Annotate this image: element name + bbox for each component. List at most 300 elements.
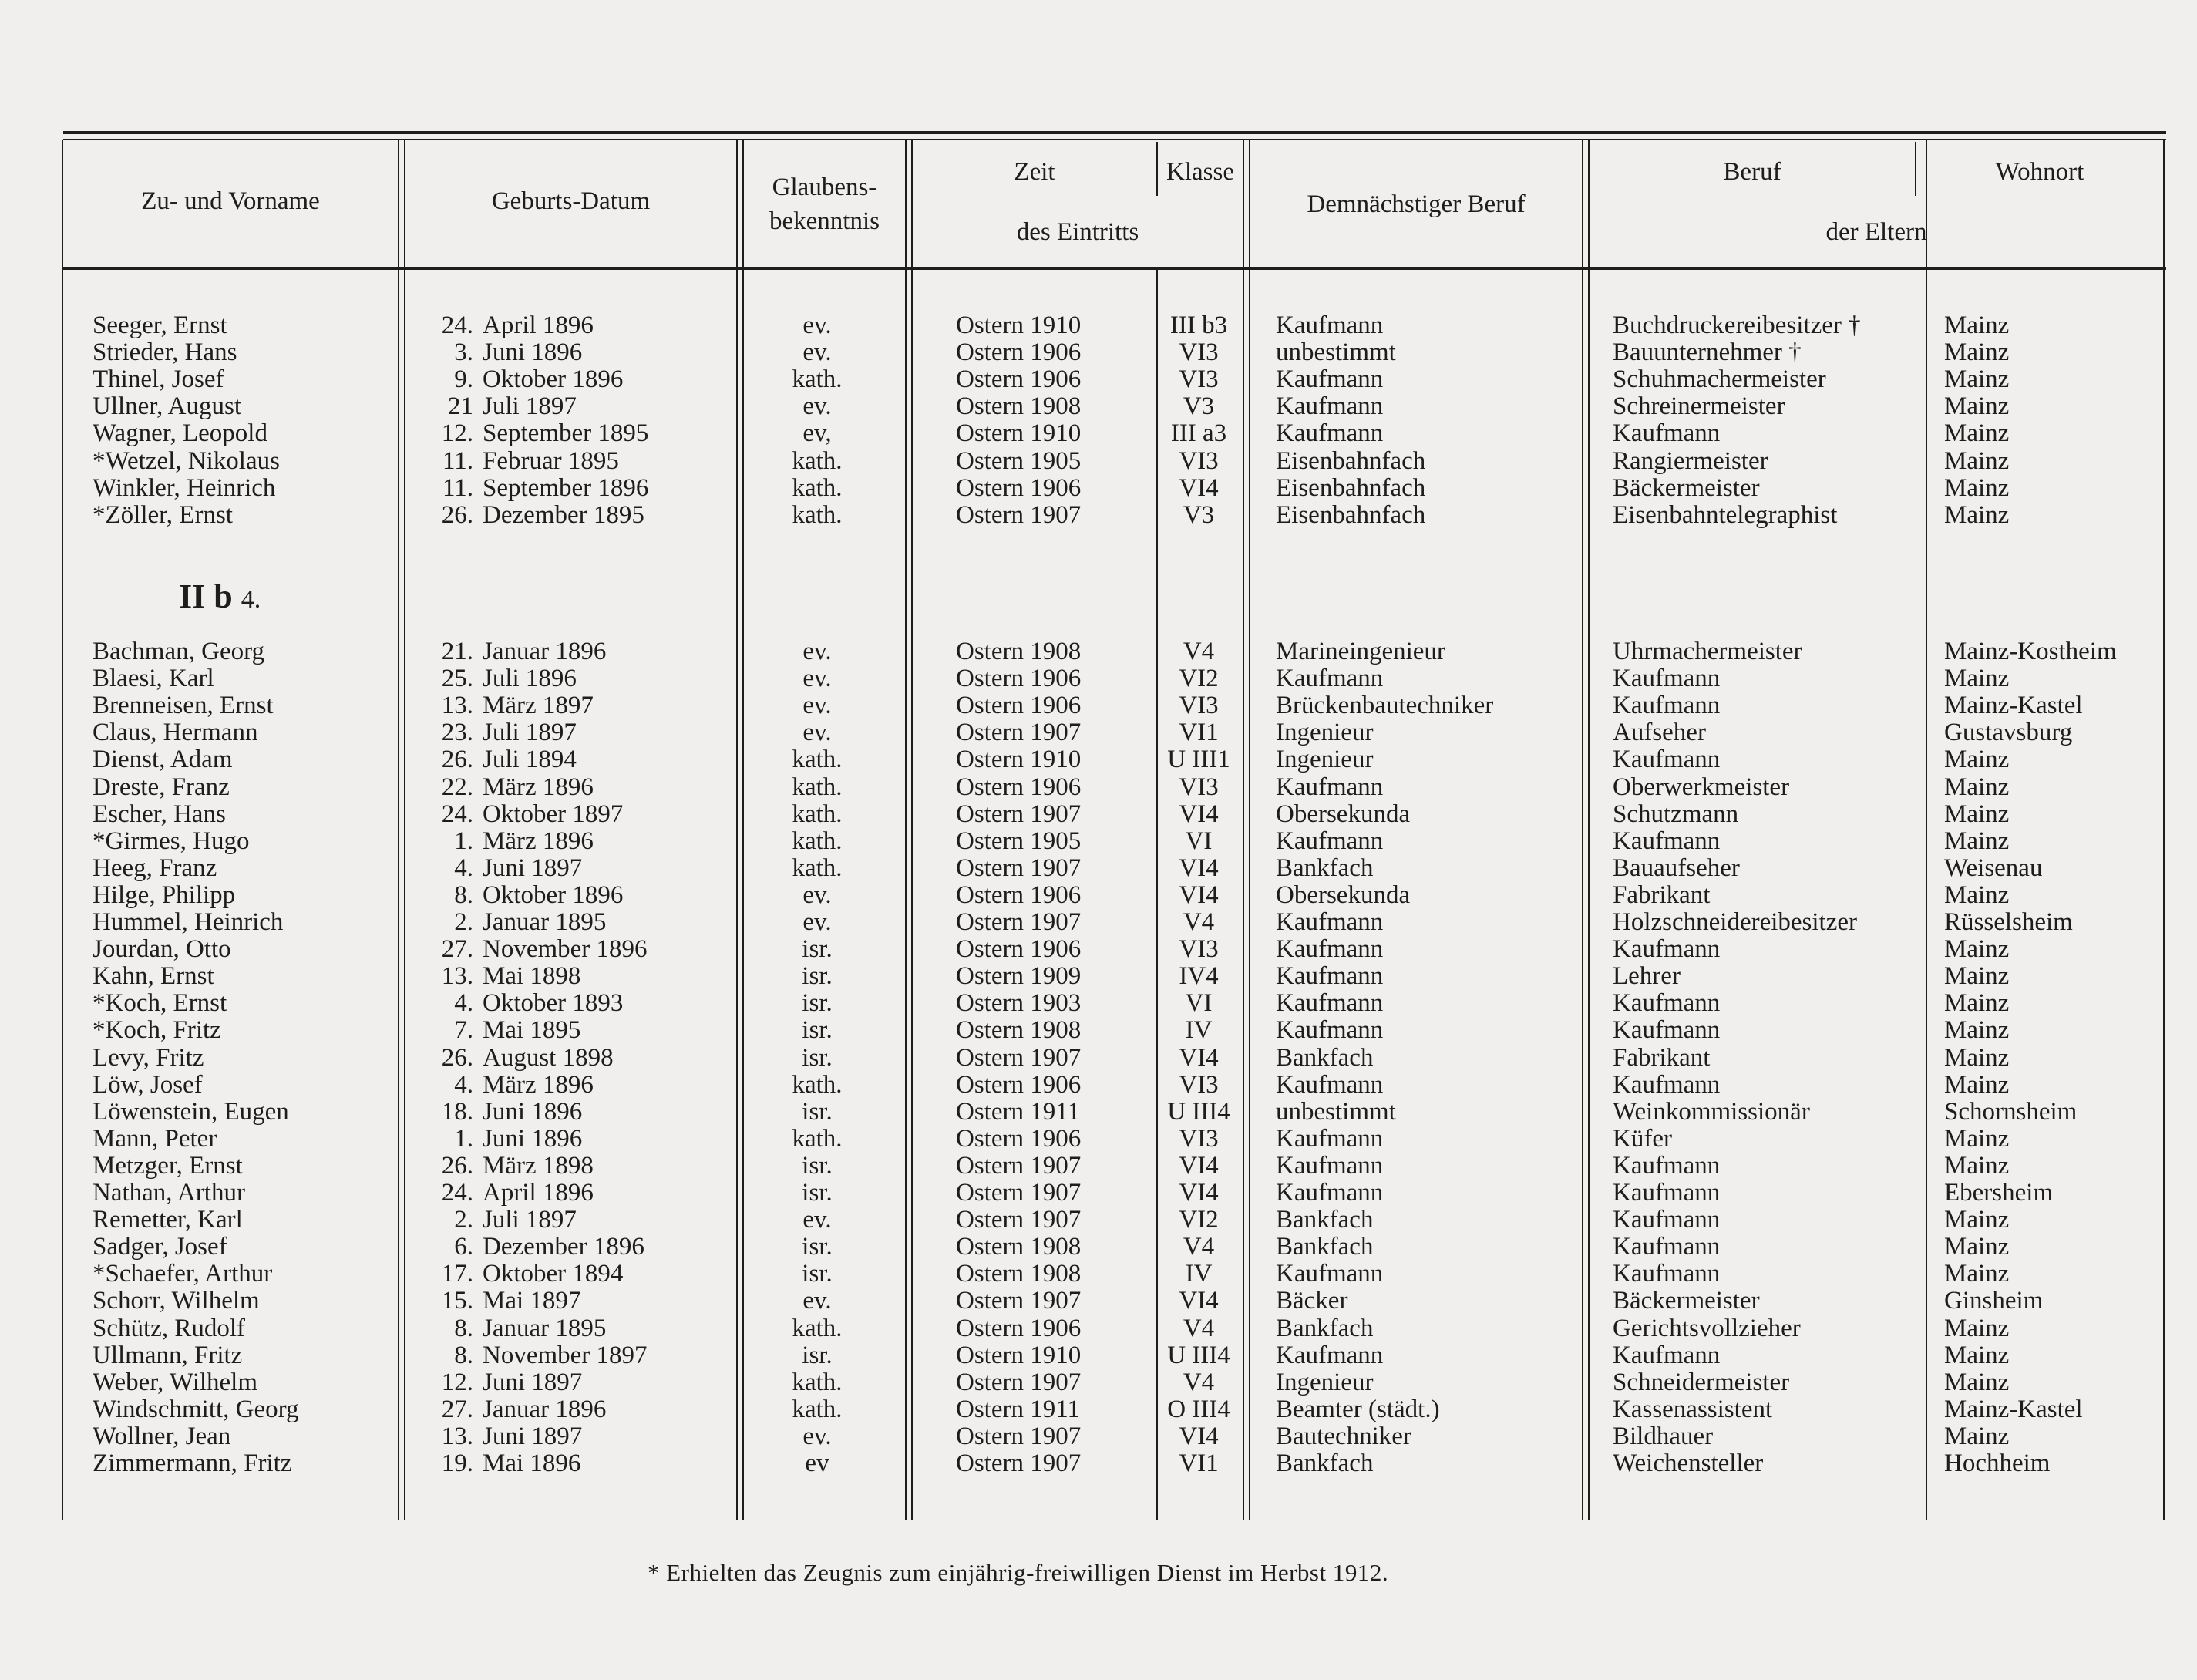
cell-parents-profession: Kaufmann [1613, 665, 1721, 693]
cell-entry-class: U III1 [1167, 746, 1230, 774]
header-eintritt: des Eintritts [1016, 218, 1139, 246]
cell-birth-date [416, 746, 678, 773]
cell-name: Levy, Fritz [93, 1043, 204, 1072]
cell-birth-month-year: Dezember 1896 [483, 1233, 644, 1261]
table-row [0, 855, 2197, 882]
table-row [0, 312, 2197, 339]
cell-parents-profession: Fabrikant [1613, 880, 1711, 909]
cell-religion: ev. [802, 1287, 832, 1315]
cell-religion: ev. [802, 638, 832, 665]
cell-parents-profession: Bäckermeister [1613, 473, 1760, 502]
cell-birth-month-year: Juli 1897 [483, 719, 577, 747]
cell-parents-residence: Mainz [1944, 989, 2010, 1018]
cell-entry-class: III a3 [1170, 419, 1227, 448]
cell-parents-profession: Schuhmachermeister [1613, 365, 1826, 394]
table-top-rule [63, 131, 2166, 134]
cell-birth-date [416, 339, 678, 366]
cell-religion: kath. [792, 473, 843, 502]
cell-parents-residence: Mainz [1944, 1206, 2010, 1234]
cell-birth-day: 11. [442, 473, 473, 502]
cell-entry-time: Ostern 1906 [956, 1124, 1082, 1153]
cell-name: Thinel, Josef [93, 365, 224, 394]
cell-entry-time: Ostern 1906 [956, 1070, 1082, 1099]
cell-entry-class: VI3 [1179, 1070, 1219, 1099]
cell-name: Winkler, Heinrich [93, 473, 276, 502]
cell-birth-month-year: April 1896 [483, 311, 594, 339]
cell-future-profession: Bankfach [1276, 1043, 1374, 1072]
cell-birth-date [416, 1342, 678, 1369]
cell-birth-day: 7. [454, 1016, 473, 1045]
cell-name: Remetter, Karl [93, 1206, 243, 1234]
cell-entry-time: Ostern 1910 [956, 311, 1082, 339]
cell-parents-profession: Rangiermeister [1613, 446, 1768, 475]
cell-entry-time: Ostern 1908 [956, 638, 1082, 665]
cell-name: Dienst, Adam [93, 746, 233, 774]
cell-birth-day: 26. [441, 1151, 473, 1180]
cell-name: Mann, Peter [93, 1124, 217, 1153]
cell-future-profession: Eisenbahnfach [1276, 500, 1426, 529]
cell-entry-time: Ostern 1907 [956, 1368, 1082, 1396]
cell-parents-residence: Mainz [1944, 446, 2010, 475]
cell-birth-date [416, 692, 678, 719]
cell-birth-date [416, 774, 678, 801]
cell-birth-day: 17. [441, 1260, 473, 1288]
cell-parents-residence: Ebersheim [1944, 1179, 2054, 1207]
cell-entry-time: Ostern 1907 [956, 1043, 1082, 1072]
cell-future-profession: Eisenbahnfach [1276, 473, 1426, 502]
cell-name: Bachman, Georg [93, 638, 264, 665]
cell-birth-day: 27. [441, 935, 473, 964]
cell-entry-class: V3 [1183, 392, 1215, 421]
table-row [0, 746, 2197, 773]
table-row [0, 1234, 2197, 1261]
cell-birth-day: 15. [441, 1287, 473, 1315]
cell-name: *Koch, Ernst [93, 989, 227, 1018]
cell-entry-time: Ostern 1910 [956, 746, 1082, 774]
cell-name: Hilge, Philipp [93, 880, 236, 909]
cell-religion: isr. [802, 1341, 833, 1369]
cell-birth-date [416, 882, 678, 909]
cell-entry-time: Ostern 1907 [956, 1449, 1082, 1477]
cell-future-profession: Kaufmann [1276, 1151, 1384, 1180]
cell-name: Seeger, Ernst [93, 311, 227, 339]
cell-parents-residence: Mainz [1944, 419, 2010, 448]
cell-parents-profession: Holzschneidereibesitzer [1613, 908, 1858, 936]
cell-parents-profession: Gerichtsvollzieher [1613, 1314, 1801, 1342]
cell-future-profession: Bankfach [1276, 1206, 1374, 1234]
header-parents-wohnort: Wohnort [1995, 158, 2084, 186]
cell-religion: kath. [792, 800, 843, 828]
header-zeit: Zeit [1014, 158, 1055, 186]
cell-name: Jourdan, Otto [93, 935, 231, 964]
cell-parents-profession: Kaufmann [1613, 1206, 1721, 1234]
cell-parents-residence: Mainz [1944, 665, 2010, 693]
cell-parents-residence: Mainz [1944, 1151, 2010, 1180]
cell-entry-class: VI2 [1179, 665, 1219, 693]
cell-parents-residence: Mainz [1944, 1233, 2010, 1261]
cell-entry-time: Ostern 1906 [956, 365, 1082, 394]
cell-birth-day: 4. [454, 1070, 473, 1099]
cell-future-profession: Kaufmann [1276, 1070, 1384, 1099]
cell-name: Blaesi, Karl [93, 665, 214, 693]
cell-entry-class: V4 [1183, 1368, 1215, 1396]
cell-parents-residence: Mainz [1944, 1016, 2010, 1045]
table-row [0, 448, 2197, 475]
cell-parents-profession: Kaufmann [1613, 1016, 1721, 1045]
cell-future-profession: Kaufmann [1276, 419, 1384, 448]
table-row [0, 719, 2197, 746]
cell-birth-month-year: Oktober 1893 [483, 989, 624, 1018]
cell-birth-date [416, 1261, 678, 1288]
cell-birth-date [416, 638, 678, 665]
table-row [0, 1342, 2197, 1369]
cell-parents-profession: Eisenbahntelegraphist [1613, 500, 1838, 529]
cell-birth-day: 19. [441, 1449, 473, 1477]
cell-entry-class: IV [1185, 1260, 1213, 1288]
cell-future-profession: Ingenieur [1276, 746, 1374, 774]
cell-parents-residence: Mainz [1944, 1070, 2010, 1099]
cell-future-profession: Kaufmann [1276, 665, 1384, 693]
cell-parents-profession: Weichensteller [1613, 1449, 1764, 1477]
table-row [0, 909, 2197, 936]
table-row [0, 828, 2197, 855]
table-row [0, 963, 2197, 990]
cell-parents-profession: Lehrer [1613, 962, 1681, 991]
cell-entry-class: VI4 [1179, 1043, 1219, 1072]
table-row [0, 1396, 2197, 1423]
cell-name: Wagner, Leopold [93, 419, 267, 448]
cell-religion: isr. [802, 1260, 833, 1288]
cell-parents-residence: Mainz [1944, 1260, 2010, 1288]
cell-religion: kath. [792, 773, 843, 801]
cell-entry-class: U III4 [1167, 1341, 1230, 1369]
footnote: * Erhielten das Zeugnis zum einjährig-freiwilligen Dienst im Herbst 1912. [648, 1559, 1389, 1586]
cell-religion: ev. [802, 1422, 832, 1450]
table-row [0, 420, 2197, 447]
table-row [0, 774, 2197, 801]
cell-parents-residence: Mainz [1944, 1043, 2010, 1072]
cell-future-profession: Kaufmann [1276, 773, 1384, 801]
table-row [0, 1207, 2197, 1234]
cell-future-profession: unbestimmt [1276, 1097, 1396, 1126]
cell-birth-month-year: Januar 1896 [483, 638, 607, 665]
cell-future-profession: Ingenieur [1276, 1368, 1374, 1396]
cell-parents-profession: Bäckermeister [1613, 1287, 1760, 1315]
cell-birth-date [416, 828, 678, 855]
cell-parents-residence: Weisenau [1944, 853, 2043, 882]
cell-birth-day: 27. [441, 1395, 473, 1423]
cell-entry-time: Ostern 1908 [956, 1260, 1082, 1288]
cell-birth-day: 8. [454, 1341, 473, 1369]
cell-birth-date [416, 855, 678, 882]
cell-birth-month-year: Oktober 1897 [483, 800, 624, 828]
cell-religion: isr. [802, 1151, 833, 1180]
cell-future-profession: Brückenbautechniker [1276, 692, 1494, 720]
cell-birth-day: 4. [454, 853, 473, 882]
cell-name: Schorr, Wilhelm [93, 1287, 260, 1315]
cell-name: Heeg, Franz [93, 853, 217, 882]
cell-parents-profession: Kaufmann [1613, 692, 1721, 720]
cell-parents-profession: Kassenassistent [1613, 1395, 1773, 1423]
cell-birth-day: 6. [454, 1233, 473, 1261]
cell-entry-class: VI4 [1179, 1287, 1219, 1315]
cell-birth-date [416, 1234, 678, 1261]
header-name: Zu- und Vorname [141, 187, 320, 215]
cell-entry-class: VI1 [1179, 1449, 1219, 1477]
cell-parents-residence: Hochheim [1944, 1449, 2051, 1477]
cell-entry-class: V4 [1183, 638, 1215, 665]
cell-birth-date [416, 1369, 678, 1396]
cell-entry-class: VI3 [1179, 338, 1219, 367]
table-row [0, 882, 2197, 909]
header-religion-2: bekenntnis [769, 207, 880, 235]
cell-future-profession: Kaufmann [1276, 1179, 1384, 1207]
cell-name: Claus, Hermann [93, 719, 258, 747]
cell-religion: isr. [802, 1233, 833, 1261]
cell-parents-profession: Schutzmann [1613, 800, 1739, 828]
cell-birth-date [416, 1017, 678, 1044]
cell-birth-month-year: Dezember 1895 [483, 500, 644, 529]
cell-entry-time: Ostern 1903 [956, 989, 1082, 1018]
table-row [0, 1315, 2197, 1342]
cell-birth-month-year: April 1896 [483, 1179, 594, 1207]
header-klasse: Klasse [1166, 158, 1234, 186]
cell-birth-day: 24. [441, 311, 473, 339]
cell-entry-time: Ostern 1906 [956, 1314, 1082, 1342]
cell-religion: kath. [792, 1124, 843, 1153]
cell-birth-date [416, 1450, 678, 1477]
cell-entry-time: Ostern 1906 [956, 773, 1082, 801]
cell-entry-class: VI4 [1179, 880, 1219, 909]
cell-birth-day: 1. [454, 1124, 473, 1153]
cell-entry-class: U III4 [1167, 1097, 1230, 1126]
cell-name: Wollner, Jean [93, 1422, 231, 1450]
cell-birth-date [416, 936, 678, 963]
cell-entry-time: Ostern 1907 [956, 1151, 1082, 1180]
table-row [0, 502, 2197, 529]
cell-birth-day: 26. [441, 500, 473, 529]
cell-religion: ev. [802, 1206, 832, 1234]
cell-birth-date [416, 366, 678, 393]
cell-religion: isr. [802, 935, 833, 964]
cell-name: *Wetzel, Nikolaus [93, 446, 280, 475]
cell-birth-month-year: März 1897 [483, 692, 594, 720]
cell-future-profession: Kaufmann [1276, 392, 1384, 421]
header-parents: der Eltern [1825, 218, 1927, 246]
cell-birth-date [416, 801, 678, 828]
cell-entry-time: Ostern 1911 [956, 1395, 1081, 1423]
cell-parents-residence: Mainz [1944, 1368, 2010, 1396]
cell-birth-day: 4. [454, 989, 473, 1018]
cell-religion: kath. [792, 1395, 843, 1423]
cell-entry-time: Ostern 1908 [956, 392, 1082, 421]
cell-entry-class: VI4 [1179, 853, 1219, 882]
cell-entry-class: IV4 [1179, 962, 1219, 991]
cell-future-profession: Kaufmann [1276, 935, 1384, 964]
table-row [0, 1072, 2197, 1099]
cell-entry-time: Ostern 1907 [956, 1422, 1082, 1450]
cell-entry-class: VI4 [1179, 1179, 1219, 1207]
cell-parents-residence: Schornsheim [1944, 1097, 2078, 1126]
table-row [0, 393, 2197, 420]
cell-entry-class: V4 [1183, 1233, 1215, 1261]
cell-parents-residence: Mainz [1944, 880, 2010, 909]
cell-religion: ev [805, 1449, 829, 1477]
cell-religion: kath. [792, 746, 843, 774]
cell-entry-time: Ostern 1908 [956, 1016, 1082, 1045]
cell-birth-day: 21. [441, 638, 473, 665]
cell-entry-class: VI3 [1179, 446, 1219, 475]
cell-birth-day: 9. [454, 365, 473, 394]
cell-entry-time: Ostern 1906 [956, 880, 1082, 909]
cell-birth-month-year: Mai 1896 [483, 1449, 581, 1477]
cell-religion: ev. [802, 311, 832, 339]
cell-entry-time: Ostern 1905 [956, 827, 1082, 855]
table-row [0, 1423, 2197, 1450]
group-heading-number: 4. [241, 585, 261, 614]
cell-birth-month-year: August 1898 [483, 1043, 614, 1072]
cell-birth-day: 13. [441, 692, 473, 720]
cell-name: Escher, Hans [93, 800, 226, 828]
cell-parents-profession: Kaufmann [1613, 1151, 1721, 1180]
cell-future-profession: Kaufmann [1276, 1016, 1384, 1045]
cell-birth-day: 12. [441, 419, 473, 448]
cell-birth-month-year: Juni 1897 [483, 1368, 583, 1396]
cell-parents-profession: Fabrikant [1613, 1043, 1711, 1072]
cell-name: Sadger, Josef [93, 1233, 227, 1261]
cell-birth-day: 25. [441, 665, 473, 693]
cell-entry-class: VI3 [1179, 692, 1219, 720]
cell-future-profession: Kaufmann [1276, 908, 1384, 936]
cell-birth-day: 13. [441, 1422, 473, 1450]
cell-parents-profession: Küfer [1613, 1124, 1672, 1153]
cell-parents-residence: Mainz-Kastel [1944, 1395, 2083, 1423]
cell-parents-residence: Mainz [1944, 827, 2010, 855]
cell-entry-class: VI4 [1179, 473, 1219, 502]
cell-birth-month-year: Juli 1896 [483, 665, 577, 693]
cell-birth-date [416, 719, 678, 746]
header-religion-1: Glaubens- [772, 173, 877, 201]
cell-religion: isr. [802, 1043, 833, 1072]
cell-entry-class: V4 [1183, 908, 1215, 936]
cell-future-profession: Kaufmann [1276, 365, 1384, 394]
cell-religion: kath. [792, 1314, 843, 1342]
cell-parents-profession: Kaufmann [1613, 1179, 1721, 1207]
cell-parents-profession: Kaufmann [1613, 419, 1721, 448]
cell-name: Hummel, Heinrich [93, 908, 284, 936]
cell-religion: ev. [802, 692, 832, 720]
cell-entry-class: VI3 [1179, 935, 1219, 964]
cell-birth-date [416, 1288, 678, 1315]
cell-future-profession: Kaufmann [1276, 1124, 1384, 1153]
cell-religion: kath. [792, 500, 843, 529]
cell-religion: isr. [802, 1097, 833, 1126]
cell-birth-date [416, 1180, 678, 1207]
cell-birth-date [416, 990, 678, 1017]
table-row [0, 339, 2197, 366]
cell-parents-profession: Buchdruckereibesitzer † [1613, 311, 1861, 339]
cell-parents-residence: Rüsselsheim [1944, 908, 2073, 936]
header-bottom-rule [63, 267, 2166, 270]
cell-future-profession: Bankfach [1276, 1233, 1374, 1261]
cell-birth-month-year: Juni 1897 [483, 1422, 583, 1450]
cell-parents-profession: Uhrmachermeister [1613, 638, 1802, 665]
cell-birth-day: 8. [454, 1314, 473, 1342]
cell-birth-month-year: Juni 1896 [483, 1097, 583, 1126]
cell-future-profession: Eisenbahnfach [1276, 446, 1426, 475]
cell-entry-time: Ostern 1907 [956, 908, 1082, 936]
group-heading-label: II b [179, 577, 233, 615]
cell-entry-time: Ostern 1907 [956, 853, 1082, 882]
cell-birth-date [416, 1072, 678, 1099]
cell-birth-month-year: Januar 1895 [483, 1314, 607, 1342]
cell-birth-day: 11. [442, 446, 473, 475]
cell-parents-profession: Bauaufseher [1613, 853, 1740, 882]
cell-birth-date [416, 475, 678, 502]
cell-future-profession: Obersekunda [1276, 800, 1411, 828]
cell-birth-date [416, 1153, 678, 1180]
cell-parents-residence: Mainz [1944, 962, 2010, 991]
cell-religion: kath. [792, 1368, 843, 1396]
cell-birth-day: 3. [454, 338, 473, 367]
cell-name: Löw, Josef [93, 1070, 203, 1099]
cell-parents-profession: Bildhauer [1613, 1422, 1714, 1450]
cell-future-profession: Beamter (städt.) [1276, 1395, 1440, 1423]
cell-religion: isr. [802, 1179, 833, 1207]
cell-entry-class: VI4 [1179, 1422, 1219, 1450]
table-row [0, 1288, 2197, 1315]
cell-birth-day: 26. [441, 1043, 473, 1072]
cell-birth-date [416, 665, 678, 692]
cell-entry-time: Ostern 1907 [956, 1206, 1082, 1234]
cell-parents-profession: Kaufmann [1613, 1341, 1721, 1369]
cell-birth-month-year: Januar 1895 [483, 908, 607, 936]
cell-entry-time: Ostern 1910 [956, 419, 1082, 448]
cell-birth-month-year: Juni 1896 [483, 338, 583, 367]
cell-birth-date [416, 963, 678, 990]
cell-birth-month-year: Juli 1894 [483, 746, 577, 774]
cell-birth-month-year: Februar 1895 [483, 446, 619, 475]
cell-name: Kahn, Ernst [93, 962, 214, 991]
table-row [0, 1099, 2197, 1126]
cell-name: Schütz, Rudolf [93, 1314, 245, 1342]
table-row [0, 990, 2197, 1017]
cell-birth-month-year: März 1896 [483, 773, 594, 801]
cell-entry-time: Ostern 1906 [956, 665, 1082, 693]
cell-future-profession: Kaufmann [1276, 962, 1384, 991]
cell-future-profession: Ingenieur [1276, 719, 1374, 747]
cell-birth-day: 1. [454, 827, 473, 855]
cell-birth-date [416, 1099, 678, 1126]
cell-birth-day: 22. [441, 773, 473, 801]
cell-birth-day: 2. [454, 908, 473, 936]
cell-birth-day: 18. [441, 1097, 473, 1126]
cell-entry-class: VI4 [1179, 800, 1219, 828]
cell-birth-month-year: Oktober 1896 [483, 365, 624, 394]
cell-entry-class: VI [1185, 989, 1213, 1018]
table-row [0, 665, 2197, 692]
cell-religion: kath. [792, 446, 843, 475]
cell-parents-profession: Weinkommissionär [1613, 1097, 1810, 1126]
cell-entry-class: III b3 [1169, 311, 1228, 339]
cell-entry-time: Ostern 1909 [956, 962, 1082, 991]
cell-birth-month-year: März 1896 [483, 827, 594, 855]
cell-future-profession: Kaufmann [1276, 311, 1384, 339]
cell-religion: kath. [792, 853, 843, 882]
header-date: Geburts-Datum [491, 187, 651, 215]
cell-entry-class: VI3 [1179, 365, 1219, 394]
cell-parents-residence: Mainz [1944, 1124, 2010, 1153]
